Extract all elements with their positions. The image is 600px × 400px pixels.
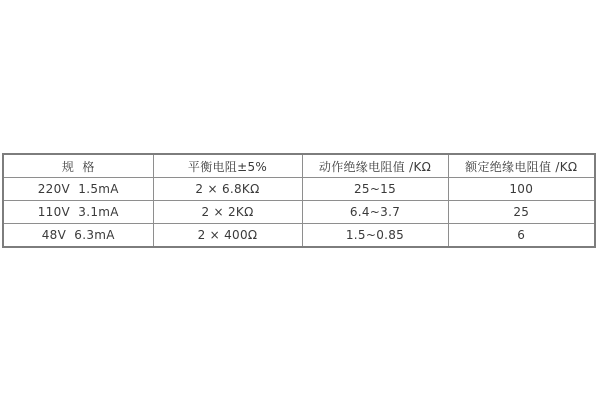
table-row xyxy=(3,201,595,224)
col-header-operating-insulation-resistance: 动作绝缘电阻值 /KΩ xyxy=(302,154,448,178)
spec-cell: 48V 6.3mA xyxy=(3,224,153,248)
rated-insulation-resistance-cell: 25 xyxy=(448,201,595,224)
operating-insulation-resistance-cell: 25~15 xyxy=(302,178,448,201)
table-row xyxy=(3,224,595,248)
col-header-balance-resistance: 平衡电阻±5% xyxy=(153,154,302,178)
spec-cell: 110V 3.1mA xyxy=(3,201,153,224)
col-header-spec: 规 格 xyxy=(3,154,153,178)
rated-insulation-resistance-cell: 6 xyxy=(448,224,595,248)
rated-insulation-resistance-cell: 100 xyxy=(448,178,595,201)
balance-resistance-cell: 2 × 400Ω xyxy=(153,224,302,248)
table-row xyxy=(3,178,595,201)
spec-cell: 220V 1.5mA xyxy=(3,178,153,201)
spec-table xyxy=(2,153,596,248)
balance-resistance-cell: 2 × 2KΩ xyxy=(153,201,302,224)
operating-insulation-resistance-cell: 6.4~3.7 xyxy=(302,201,448,224)
balance-resistance-cell: 2 × 6.8KΩ xyxy=(153,178,302,201)
operating-insulation-resistance-cell: 1.5~0.85 xyxy=(302,224,448,248)
table-header-row xyxy=(3,154,595,178)
col-header-rated-insulation-resistance: 额定绝缘电阻值 /KΩ xyxy=(448,154,595,178)
